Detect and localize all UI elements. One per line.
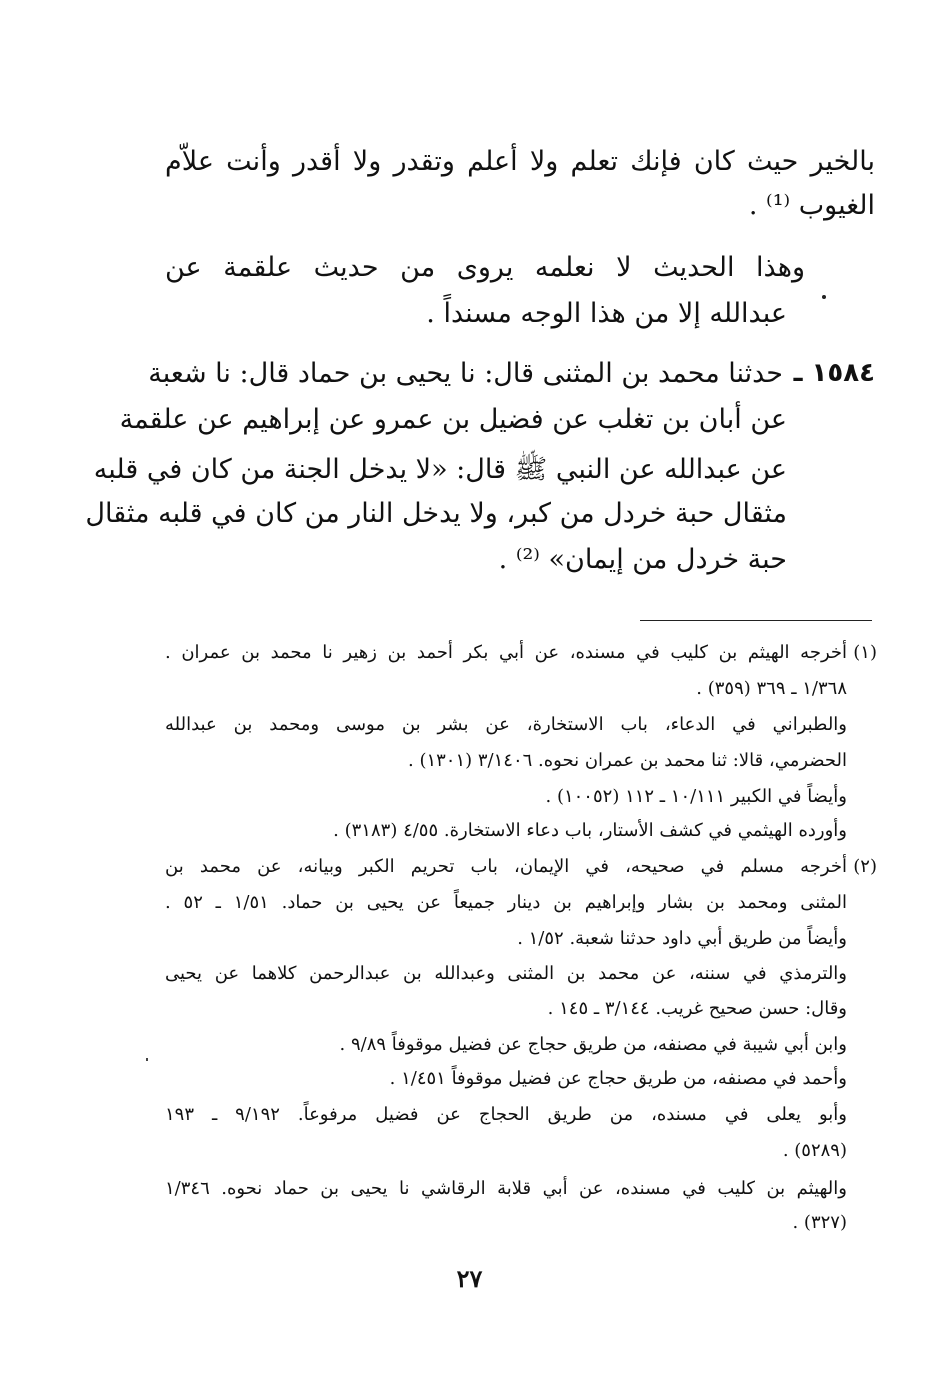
footnote-line: وأيضاً من طريق أبي داود حدثنا شعبة. ١/٥٢ . — [517, 928, 847, 949]
footnote-line: المثنى ومحمد بن بشار وإبراهيم بن دينار جميعاً عن يحيى بن حماد. ١/٥١ ـ ٥٢ . — [165, 892, 848, 913]
main-line: مثقال حبة خردل من كبر، ولا يدخل النار من كان في قلبه مثقال — [85, 498, 787, 529]
footnote-line: وأيضاً في الكبير ١٠/١١١ ـ ١١٢ (١٠٠٥٢) . — [545, 786, 847, 807]
main-line: الغيوب ⁽¹⁾ . — [748, 190, 875, 221]
footnote-line: الحضرمي، قالا: ثنا محمد بن عمران نحوه. ٣/١٤٠٦ (١٣٠١) . — [408, 750, 847, 771]
main-line: وهذا الحديث لا نعلمه يروى من حديث علقمة عن — [165, 252, 805, 283]
footnote-line: والطبراني في الدعاء، باب الاستخارة، عن بشر بن موسى ومحمد بن عبدالله — [165, 714, 847, 735]
footnote-line: أخرجه مسلم في صحيحه، في الإيمان، باب تحريم الكبر وبيانه، عن محمد بن — [165, 856, 847, 877]
stray-mark — [146, 1058, 148, 1061]
main-line: عن أبان بن تغلب عن فضيل بن عمرو عن إبراهيم عن علقمة — [119, 404, 787, 435]
footnote-line: والهيثم بن كليب في مسنده، عن أبي قلابة الرقاشي نا يحيى بن حماد نحوه. ١/٣٤٦ — [165, 1178, 847, 1199]
hadith-number: ١٥٨٤ ـ — [793, 358, 875, 388]
main-line: عبدالله إلا من هذا الوجه مسنداً . — [426, 298, 787, 329]
footnote-line: وأورده الهيثمي في كشف الأستار، باب دعاء الاستخارة. ٤/٥٥ (٣١٨٣) . — [333, 820, 847, 841]
footnote-line: وأحمد في مصنفه، من طريق حجاج عن فضيل موقوفاً ١/٤٥١ . — [389, 1068, 847, 1089]
page-number: ٢٧ — [456, 1264, 483, 1293]
footnote-line: وابن أبي شيبة في مصنفه، من طريق حجاج عن فضيل موقوفاً ٩/٨٩ . — [339, 1034, 847, 1055]
main-line: بالخير حيث كان فإنك تعلم ولا أعلم وتقدر ولا أقدر وأنت علاّم — [165, 146, 875, 177]
footnote-line: وأبو يعلى في مسنده، من طريق الحجاج عن فضيل مرفوعاً. ٩/١٩٢ ـ ١٩٣ — [165, 1104, 847, 1125]
main-line: عن عبدالله عن النبي ﷺ قال: «لا يدخل الجنة من كان في قلبه — [93, 454, 787, 485]
footnotes — [85, 0, 877, 1250]
footnote-label: (١) — [853, 642, 877, 663]
footnote-label: (٢) — [853, 856, 877, 877]
footnote-line: (٣٢٧) . — [792, 1212, 847, 1233]
main-line: حبة خردل من إيمان» ⁽²⁾ . — [498, 544, 787, 575]
footnote-line: وقال: حسن صحيح غريب. ٣/١٤٤ ـ ١٤٥ . — [547, 998, 847, 1019]
main-line: حدثنا محمد بن المثنى قال: نا يحيى بن حماد قال: نا شعبة — [148, 358, 783, 389]
footnote-line: (٥٢٨٩) . — [782, 1140, 847, 1161]
footnote-line: ١/٣٦٨ ـ ٣٦٩ (٣٥٩) . — [696, 678, 847, 699]
footnote-line: أخرجه الهيثم بن كليب في مسنده، عن أبي بكر أحمد بن زهير نا محمد بن عمران . — [165, 642, 847, 663]
footnote-line: والترمذي في سننه، عن محمد بن المثنى وعبدالله بن عبدالرحمن كلاهما عن يحيى — [165, 963, 847, 984]
